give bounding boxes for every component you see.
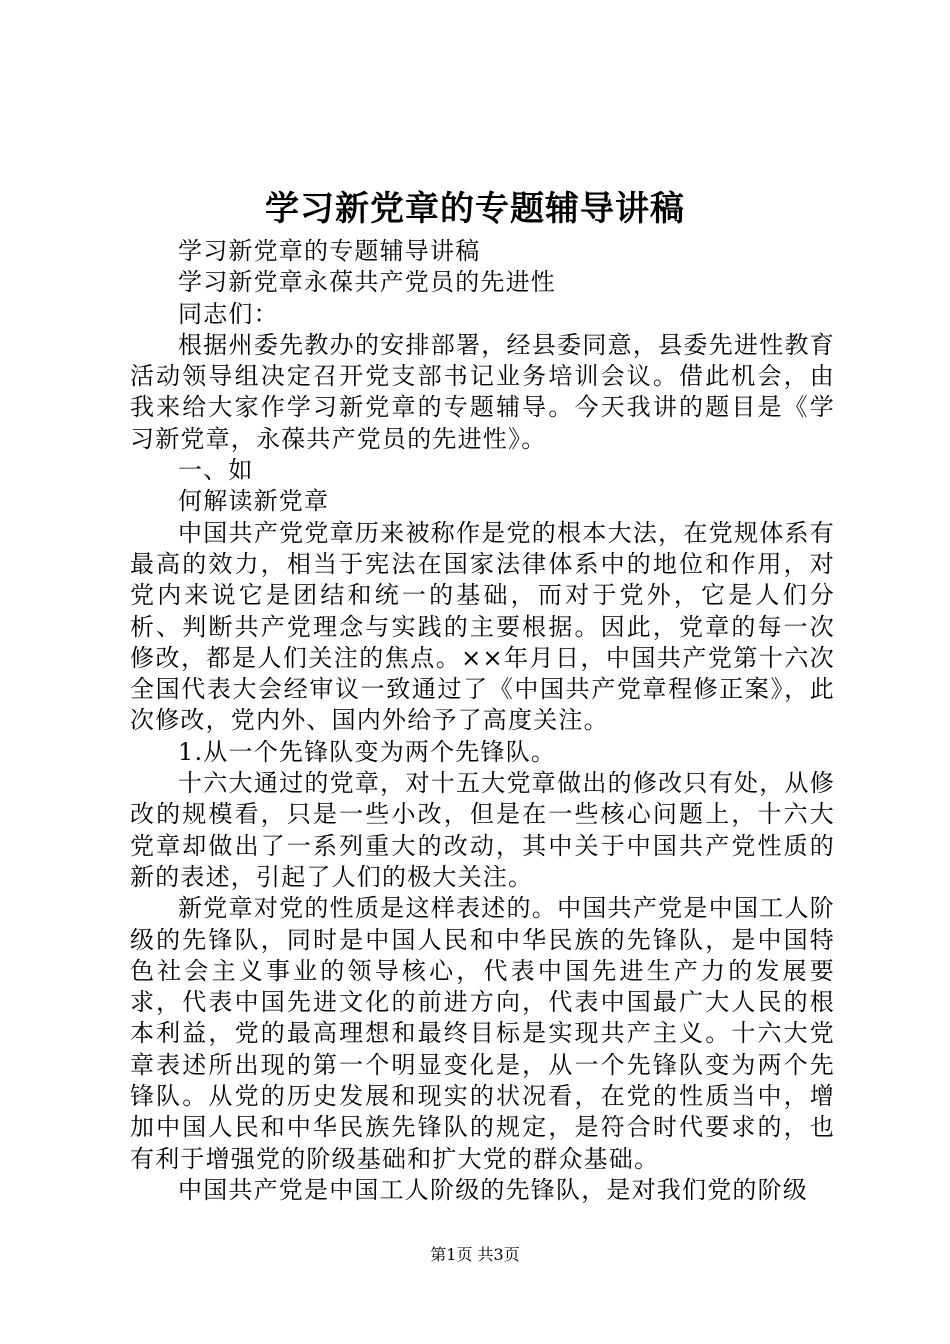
section-heading-part2: 何解读新党章	[178, 487, 330, 516]
subsection-heading: 1.从一个先锋队变为两个先锋队。	[178, 737, 557, 766]
paragraph-subtitle: 学习新党章永葆共产党员的先进性	[178, 268, 556, 297]
paragraph-vanguard: 中国共产党是中国工人阶级的先锋队，是对我们党的阶级	[178, 1175, 808, 1204]
paragraph-revision: 十六大通过的党章，对十五大党章做出的修改只有处，从修改的规模看，只是一些小改，但是在一些核心问题上，十六大党章却做出了一系列重大的改动，其中关于中国共产党性质的新的表述，引起了人们的极大关注。	[130, 769, 835, 891]
paragraph-intro: 根据州委先教办的安排部署，经县委同意，县委先进性教育活动领导组决定召开党支部书记业务培训会议。借此机会，由我来给大家作学习新党章的专题辅导。今天我讲的题目是《学习新党章，永葆共产党员的先进性》。	[130, 330, 835, 453]
paragraph-party-constitution: 中国共产党党章历来被称作是党的根本大法，在党规体系有最高的效力，相当于宪法在国家法律体系中的地位和作用，对党内来说它是团结和统一的基础，而对于党外，它是人们分析、判断共产党理念与实践的主要根据。因此，党章的每一次修改，都是人们关注的焦点。××年月日，中国共产党第十六次全国代表大会经审议一致通过了《中国共产党章程修正案》，此次修改，党内外、国内外给予了高度关注。	[130, 518, 835, 735]
paragraph-salutation: 同志们：	[178, 299, 279, 328]
paragraph-nature: 新党章对党的性质是这样表述的。中国共产党是中国工人阶级的先锋队，同时是中国人民和中华民族的先锋队，是中国特色社会主义事业的领导核心，代表中国先进生产力的发展要求，代表中国先进文化的前进方向，代表中国最广大人民的根本利益，党的最高理想和最终目标是实现共产主义。十六大党章表述所出现的第一个明显变化是，从一个先锋队变为两个先锋队。从党的历史发展和现实的状况看，在党的性质当中，增加中国人民和中华民族先锋队的规定，是符合时代要求的，也有利于增强党的阶级基础和扩大党的群众基础。	[130, 894, 835, 1173]
document-title: 学习新党章的专题辅导讲稿	[265, 189, 685, 229]
paragraph-heading-repeat: 学习新党章的专题辅导讲稿	[178, 237, 481, 265]
document-body	[130, 236, 835, 1206]
section-heading-part1: 一、如	[178, 456, 254, 485]
page-indicator: 第1页 共3页	[430, 1245, 520, 1264]
